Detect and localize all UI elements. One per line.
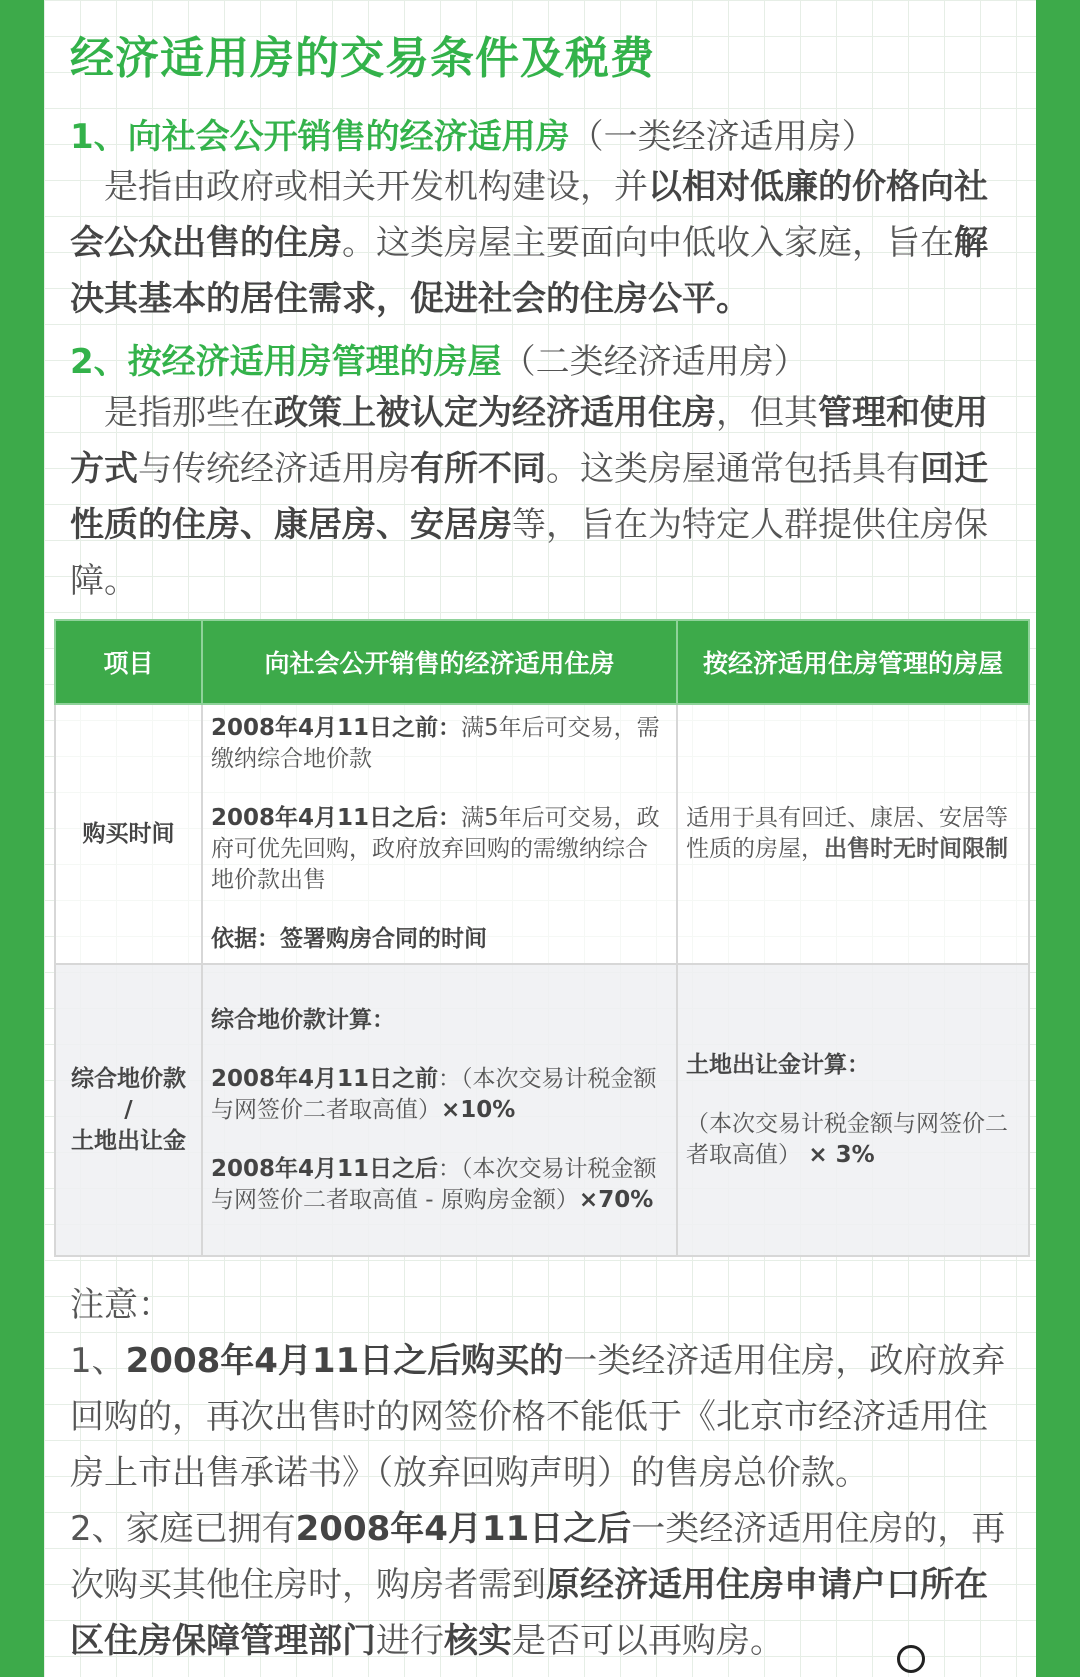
magnifier-icon[interactable] — [897, 1645, 925, 1673]
land-price-after-text: ：（本次交易计税金额与网签价二者取高值 - 原购房金额） — [211, 1155, 657, 1213]
s2-text-3: 与传统经济适用房 — [138, 449, 410, 489]
header-public-sale: 向社会公开销售的经济适用住房 — [202, 620, 677, 704]
s2-text-1: 是指那些在 — [104, 393, 274, 433]
land-transfer-calc-title — [686, 1050, 1020, 1081]
land-price-before-rate: ×10% — [441, 1096, 516, 1123]
cell-land-price-managed — [677, 964, 1029, 1256]
section2-heading-paren: （二类经济适用房） — [501, 342, 808, 382]
comparison-table — [54, 619, 1030, 1257]
rule-before-2008 — [211, 713, 668, 775]
rule-basis — [211, 924, 668, 955]
s2-text-5: 等，旨在为特定人群提供住房保障。 — [70, 505, 988, 601]
note-1 — [70, 1333, 1014, 1501]
note-1-bold: 2008年4月11日之后购买的 — [125, 1341, 564, 1381]
rule-after-2008-text: 满5年后可交易，政府可优先回购，政府放弃回购的需缴纳综合地价款出售 — [211, 805, 660, 893]
land-transfer-rate: × 3% — [808, 1141, 875, 1168]
note-2-text-3: 是否可以再购房。 — [512, 1621, 784, 1661]
s1-text-2: 。这类房屋主要面向中低收入家庭，旨在 — [342, 223, 954, 263]
notes-section — [70, 1277, 1014, 1669]
note-2-bold-date: 2008年4月11日之后 — [295, 1509, 632, 1549]
table-header-row — [55, 620, 1029, 704]
rule-after-2008-date: 2008年4月11日之后： — [211, 805, 462, 831]
land-price-before-2008 — [211, 1064, 668, 1126]
note-2-bold-verify: 核实 — [444, 1621, 512, 1661]
s1-text-1: 是指由政府或相关开发机构建设，并 — [104, 167, 648, 207]
s1-bold-2: 解决其基本的居住需求，促进社会的住房公平。 — [70, 223, 988, 319]
row-label-line-3: 土地出让金 — [71, 1127, 186, 1154]
note-2-bold-dept: 原经济适用住房申请户口所在区住房保障管理部门 — [70, 1565, 988, 1661]
section2-paragraph — [70, 385, 1014, 609]
note-1-text: 一类经济适用住房，政府放弃回购的，再次出售时的网签价格不能低于《北京市经济适用住房上市出售承诺书》（放弃回购声明）的售房总价款。 — [70, 1341, 1006, 1493]
rule-after-2008 — [211, 803, 668, 896]
notes-label: 注意： — [70, 1285, 172, 1325]
land-transfer-formula — [686, 1109, 1020, 1171]
cell-purchase-time-managed — [677, 704, 1029, 964]
header-managed-housing: 按经济适用住房管理的房屋 — [677, 620, 1029, 704]
section2-heading — [70, 335, 1014, 389]
land-price-calc-title-text: 综合地价款计算： — [211, 1006, 395, 1033]
land-price-after-rate: ×70% — [578, 1186, 654, 1213]
land-transfer-formula-text: （本次交易计税金额与网签价二者取高值） — [686, 1110, 1008, 1168]
rule-before-2008-date: 2008年4月11日之前： — [211, 715, 462, 741]
cell-purchase-time-public — [202, 704, 677, 964]
section1-heading-main: 1、向社会公开销售的经济适用房 — [70, 117, 570, 157]
header-item: 项目 — [55, 620, 202, 704]
s2-bold-4: 回迁性质的住房、康居房、安居房 — [70, 449, 988, 545]
row-label-land-price — [55, 964, 202, 1256]
managed-purchase-text: 适用于具有回迁、康居、安居等性质的房屋， — [686, 805, 1008, 862]
land-price-before-text: ：（本次交易计税金额与网签价二者取高值） — [211, 1065, 657, 1123]
note-2 — [70, 1501, 1014, 1669]
land-price-after-2008 — [211, 1154, 668, 1216]
land-price-before-date: 2008年4月11日之前 — [211, 1065, 439, 1092]
note-2-prefix: 2、家庭已拥有 — [70, 1509, 296, 1549]
s2-bold-1: 政策上被认定为经济适用住房 — [274, 393, 716, 433]
row-label-line-1: 综合地价款 — [71, 1065, 186, 1092]
table-row-purchase-time — [55, 704, 1029, 964]
s2-bold-3: 有所不同 — [410, 449, 546, 489]
section2-heading-main: 2、按经济适用房管理的房屋 — [70, 342, 502, 382]
section1-heading-paren: （一类经济适用房） — [569, 117, 876, 157]
note-1-prefix: 1、 — [70, 1341, 126, 1381]
row-label-line-2: / — [124, 1096, 133, 1123]
land-transfer-calc-title-text: 土地出让金计算： — [686, 1051, 870, 1078]
managed-purchase-bold: 出售时无时间限制 — [824, 836, 1008, 862]
section1-heading — [70, 110, 1014, 164]
section1-paragraph — [70, 159, 1014, 327]
s1-bold-1: 以相对低廉的价格向社会公众出售的住房 — [70, 167, 988, 263]
page-title: 经济适用房的交易条件及税费 — [70, 33, 655, 84]
cell-land-price-public — [202, 964, 677, 1256]
note-2-text-2: 进行 — [376, 1621, 444, 1661]
land-price-after-date: 2008年4月11日之后 — [211, 1155, 439, 1182]
row-label-purchase-time: 购买时间 — [55, 704, 202, 964]
document-page — [44, 0, 1036, 1677]
note-2-text-1: 一类经济适用住房的，再次购买其他住房时，购房者需到 — [70, 1509, 1006, 1605]
s2-text-4: 。这类房屋通常包括具有 — [546, 449, 920, 489]
s2-text-2: ，但其 — [716, 393, 818, 433]
land-price-calc-title — [211, 1005, 668, 1036]
rule-before-2008-text: 满5年后可交易，需缴纳综合地价款 — [211, 715, 660, 772]
rule-basis-text: 依据：签署购房合同的时间 — [211, 926, 487, 952]
table-row-land-price — [55, 964, 1029, 1256]
s2-bold-2: 管理和使用方式 — [70, 393, 988, 489]
